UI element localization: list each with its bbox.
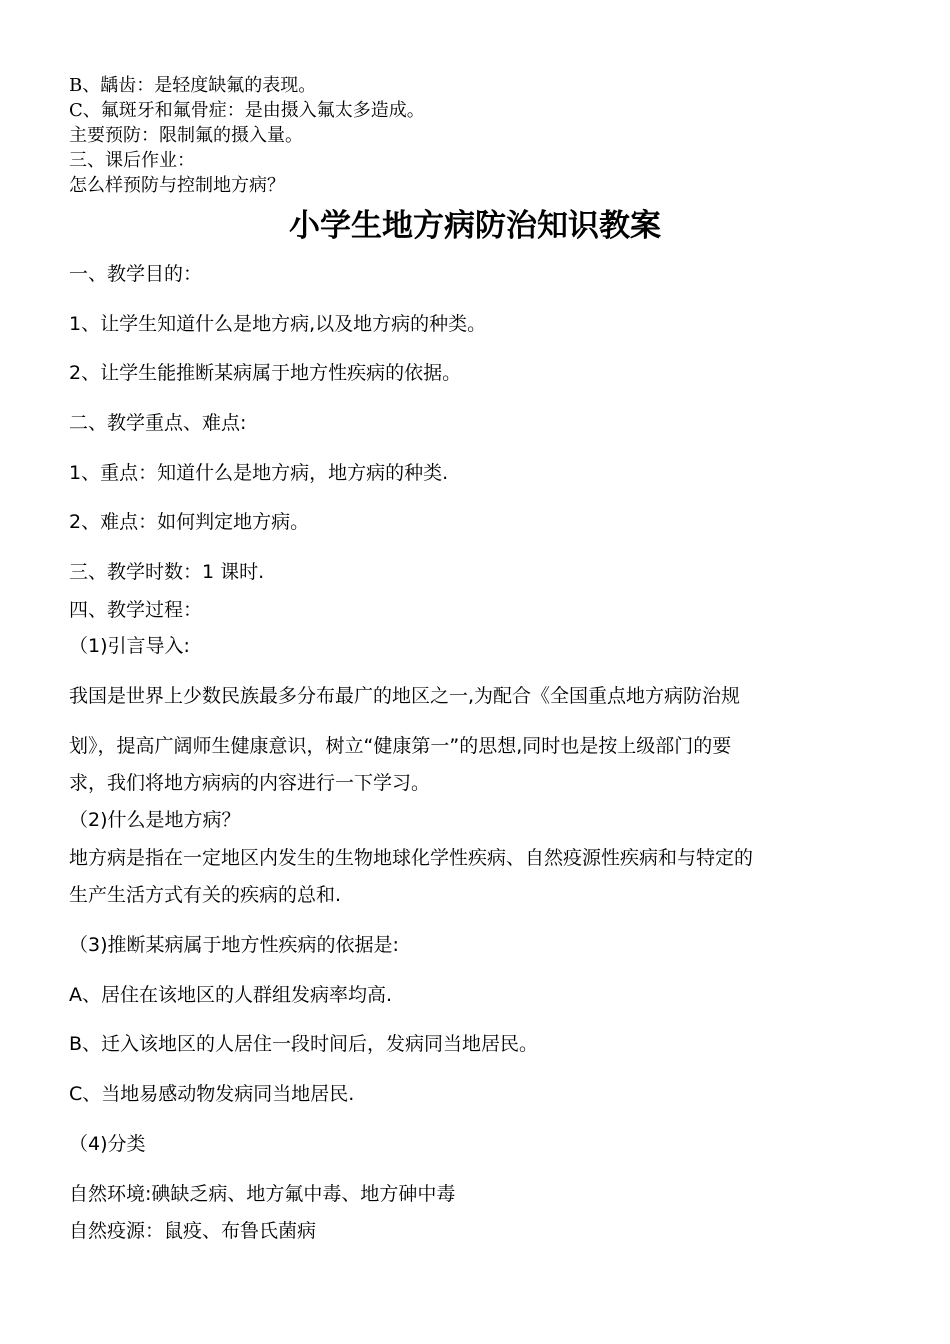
objective-2: 2、让学生能推断某病属于地方性疾病的依据。 bbox=[69, 362, 462, 384]
intro-line-prevention: 主要预防：限制氟的摄入量。 bbox=[69, 125, 303, 146]
teaching-hours: 三、教学时数：1 课时. bbox=[69, 561, 265, 583]
document-title: 小学生地方病防治知识教案 bbox=[289, 208, 661, 244]
objective-heading: 一、教学目的： bbox=[69, 263, 203, 285]
intro-line-fluorosis: C、氟斑牙和氟骨症：是由摄入氟太多造成。 bbox=[69, 100, 425, 121]
key-points-heading: 二、教学重点、难点: bbox=[69, 412, 247, 434]
objective-1: 1、让学生知道什么是地方病,以及地方病的种类。 bbox=[69, 313, 487, 335]
step-4-natural-environment: 自然环境:碘缺乏病、地方氟中毒、地方砷中毒 bbox=[69, 1183, 456, 1205]
step-3-criterion-b: B、迁入该地区的人居住一段时间后，发病同当地居民。 bbox=[69, 1033, 539, 1055]
step-1-text-line-1: 我国是世界上少数民族最多分布最广的地区之一,为配合《全国重点地方病防治规 bbox=[69, 685, 741, 707]
step-3-criterion-c: C、当地易感动物发病同当地居民. bbox=[69, 1083, 355, 1105]
step-1-text-line-2: 划》，提高广阔师生健康意识，树立“健康第一”的思想,同时也是按上级部门的要 bbox=[69, 735, 732, 757]
step-1-heading: （1)引言导入: bbox=[69, 635, 190, 657]
key-point-1: 1、重点：知道什么是地方病，地方病的种类. bbox=[69, 462, 449, 484]
intro-line-caries: B、龋齿：是轻度缺氟的表现。 bbox=[69, 75, 317, 96]
step-4-natural-focus: 自然疫源：鼠疫、布鲁氏菌病 bbox=[69, 1220, 317, 1242]
step-1-text-line-3: 求，我们将地方病病的内容进行一下学习。 bbox=[69, 772, 431, 794]
step-3-criterion-a: A、居住在该地区的人群组发病率均高. bbox=[69, 984, 393, 1006]
intro-line-homework-heading: 三、课后作业： bbox=[69, 150, 195, 171]
step-4-heading: （4)分类 bbox=[69, 1133, 146, 1155]
step-2-text-line-1: 地方病是指在一定地区内发生的生物地球化学性疾病、自然疫源性疾病和与特定的 bbox=[69, 847, 754, 869]
process-heading: 四、教学过程： bbox=[69, 599, 203, 621]
step-2-heading: （2)什么是地方病？ bbox=[69, 809, 241, 831]
intro-line-homework-question: 怎么样预防与控制地方病？ bbox=[69, 175, 285, 196]
key-point-2: 2、难点：如何判定地方病。 bbox=[69, 511, 310, 533]
step-2-text-line-2: 生产生活方式有关的疾病的总和. bbox=[69, 884, 342, 906]
step-3-heading: （3)推断某病属于地方性疾病的依据是: bbox=[69, 934, 399, 956]
